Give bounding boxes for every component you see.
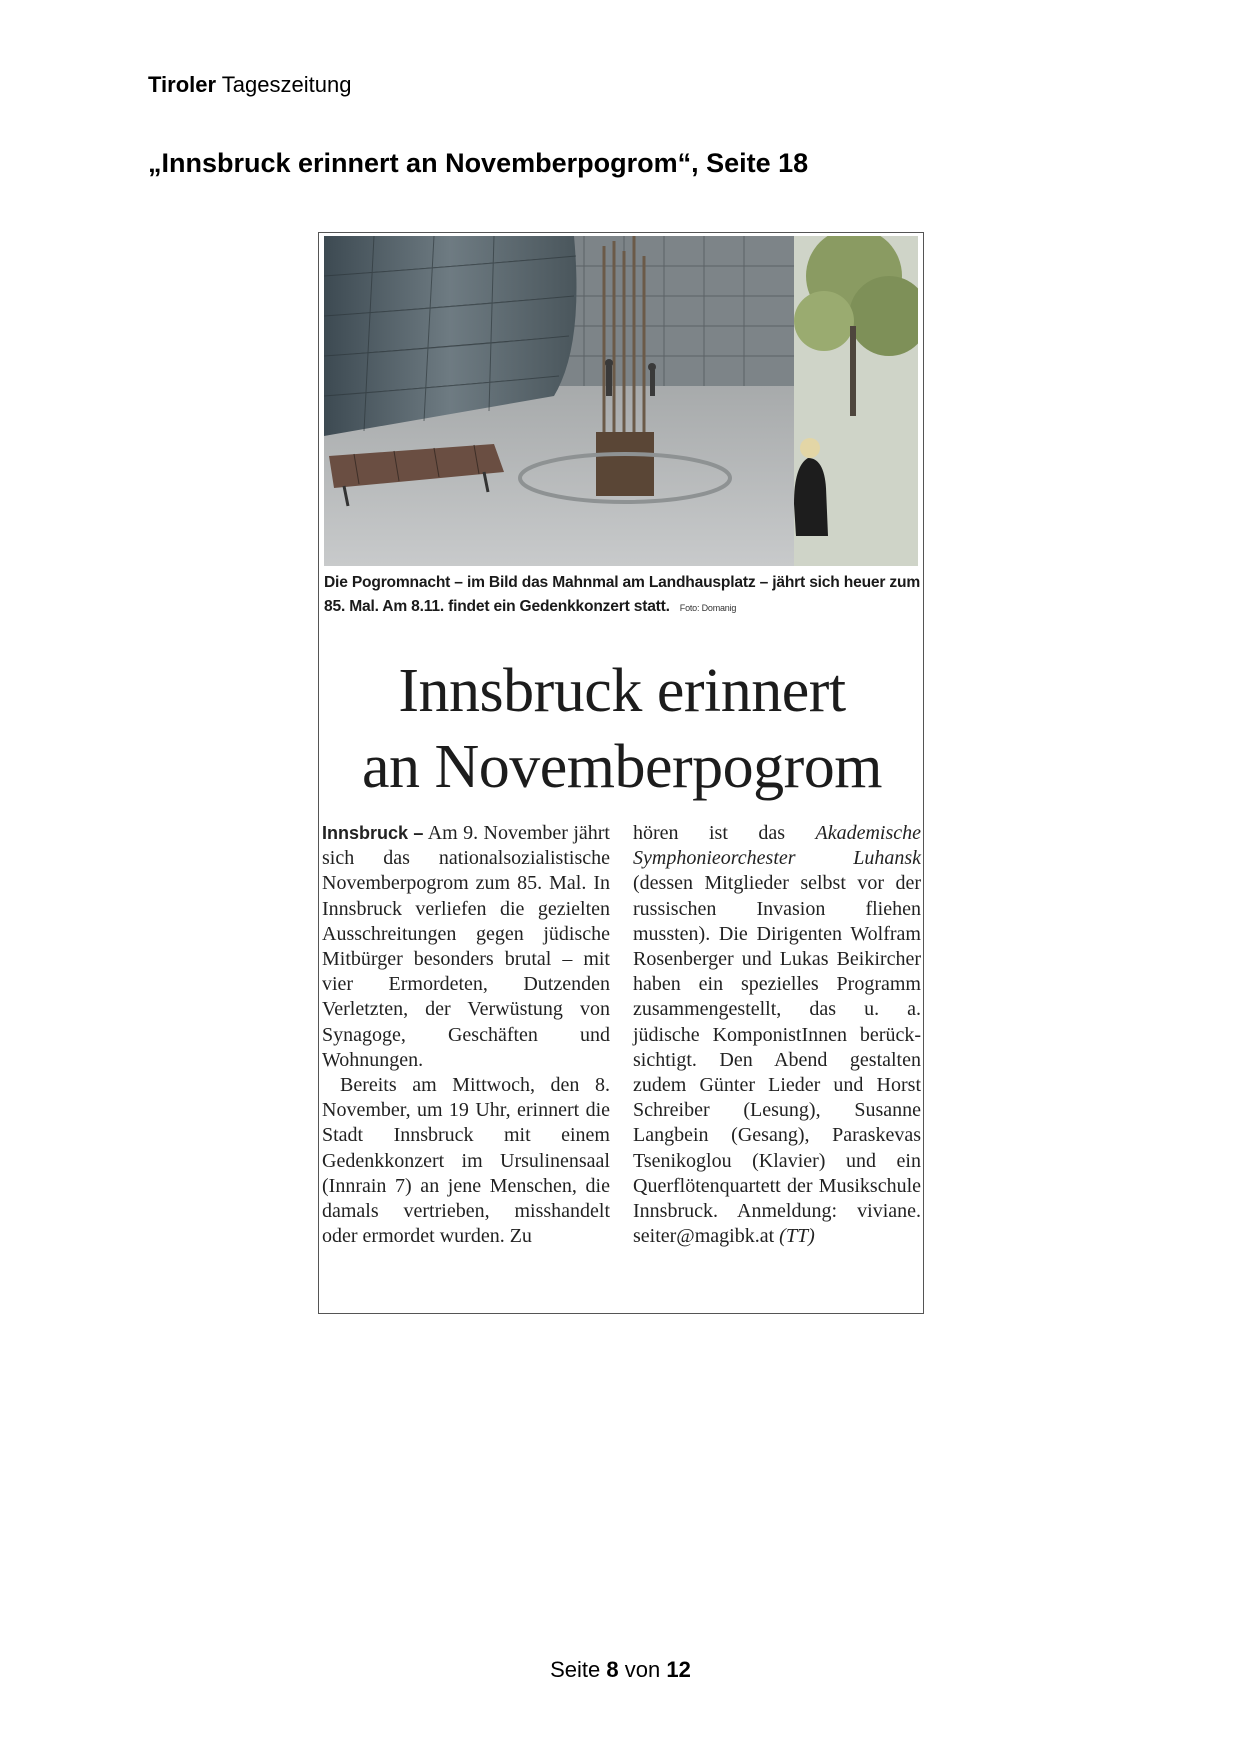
page-total: 12 — [666, 1657, 691, 1682]
newspaper-clipping — [318, 232, 924, 1314]
article-paragraph-2: Bereits am Mittwoch, den 8. November, um 19 Uhr, erinnert die Stadt Innsbruck mit einem Gedenkkonzert im Ursulinensaal (Innrain 7) an jene Menschen, die damals vertrieben, misshandelt oder ermordet wurden. Zu — [322, 1074, 610, 1248]
article-photo — [324, 236, 918, 566]
paragraph-1-text: Am 9. November jährt sich das nationalsozialistische Novemberpogrom zum 85. Mal. In Innsbruck verliefen die gezielten Ausschreitungen gegen jüdische Mitbürger besonders brutal – mit vier Ermordeten, Dutzenden Verletzten, der Verwüstung von Synagoge, Geschäften und Wohnungen. — [322, 822, 610, 1071]
page-prefix: Seite — [550, 1657, 601, 1682]
article-headline — [319, 653, 925, 805]
headline-line-2: an Novemberpogrom — [361, 733, 883, 801]
orchestra-name: Akademische Symphonieorchester Luhansk — [633, 822, 922, 870]
headline-line-1: Innsbruck erinnert — [398, 657, 846, 725]
page-middle: von — [624, 1657, 661, 1682]
article-column-1 — [322, 821, 610, 1249]
photo-credit: Foto: Domanig — [679, 603, 737, 613]
caption-text: Die Pogromnacht – im Bild das Mahnmal am Landhausplatz – jährt sich heuer zum 85. Mal. Am 8.11. findet ein Gedenkkonzert statt. — [324, 574, 920, 615]
article-paragraph-3 — [633, 821, 921, 1249]
article-paragraph-1 — [322, 821, 610, 1073]
article-reference: „Innsbruck erinnert an Novemberpogrom“, Seite 18 — [148, 148, 809, 178]
c2-intro: hören ist das — [633, 822, 786, 844]
dateline: Innsbruck – — [322, 823, 424, 843]
publication-name-rest: Tageszeitung — [221, 72, 352, 97]
page-current: 8 — [606, 1657, 619, 1682]
publication-name-bold: Tiroler — [148, 72, 217, 97]
publication-name — [148, 72, 351, 98]
source-tag: (TT) — [779, 1225, 815, 1248]
page-number — [0, 1657, 1241, 1683]
c2-text: (dessen Mitglieder selbst vor der russischen Invasion fliehen mussten). Die Dirigenten Wolfram Rosenberger und Lukas Beikircher haben ein spezielles Programm zusammengestellt, das u. a. jüdische KomponistInnen berücksichtigt. Den Abend gestalten zudem Günter Lieder und Horst Schreiber (Lesung), Susanne Langbein (Gesang), Paraskevas Tsenikoglou (Klavier) und ein Querflötenquartett der Musikschule Innsbruck. Anmeldung: viviane. seiter@magibk.at — [633, 872, 921, 1248]
memorial-photo-illustration — [324, 236, 918, 566]
photo-caption — [324, 571, 920, 620]
article-column-2 — [633, 821, 921, 1249]
